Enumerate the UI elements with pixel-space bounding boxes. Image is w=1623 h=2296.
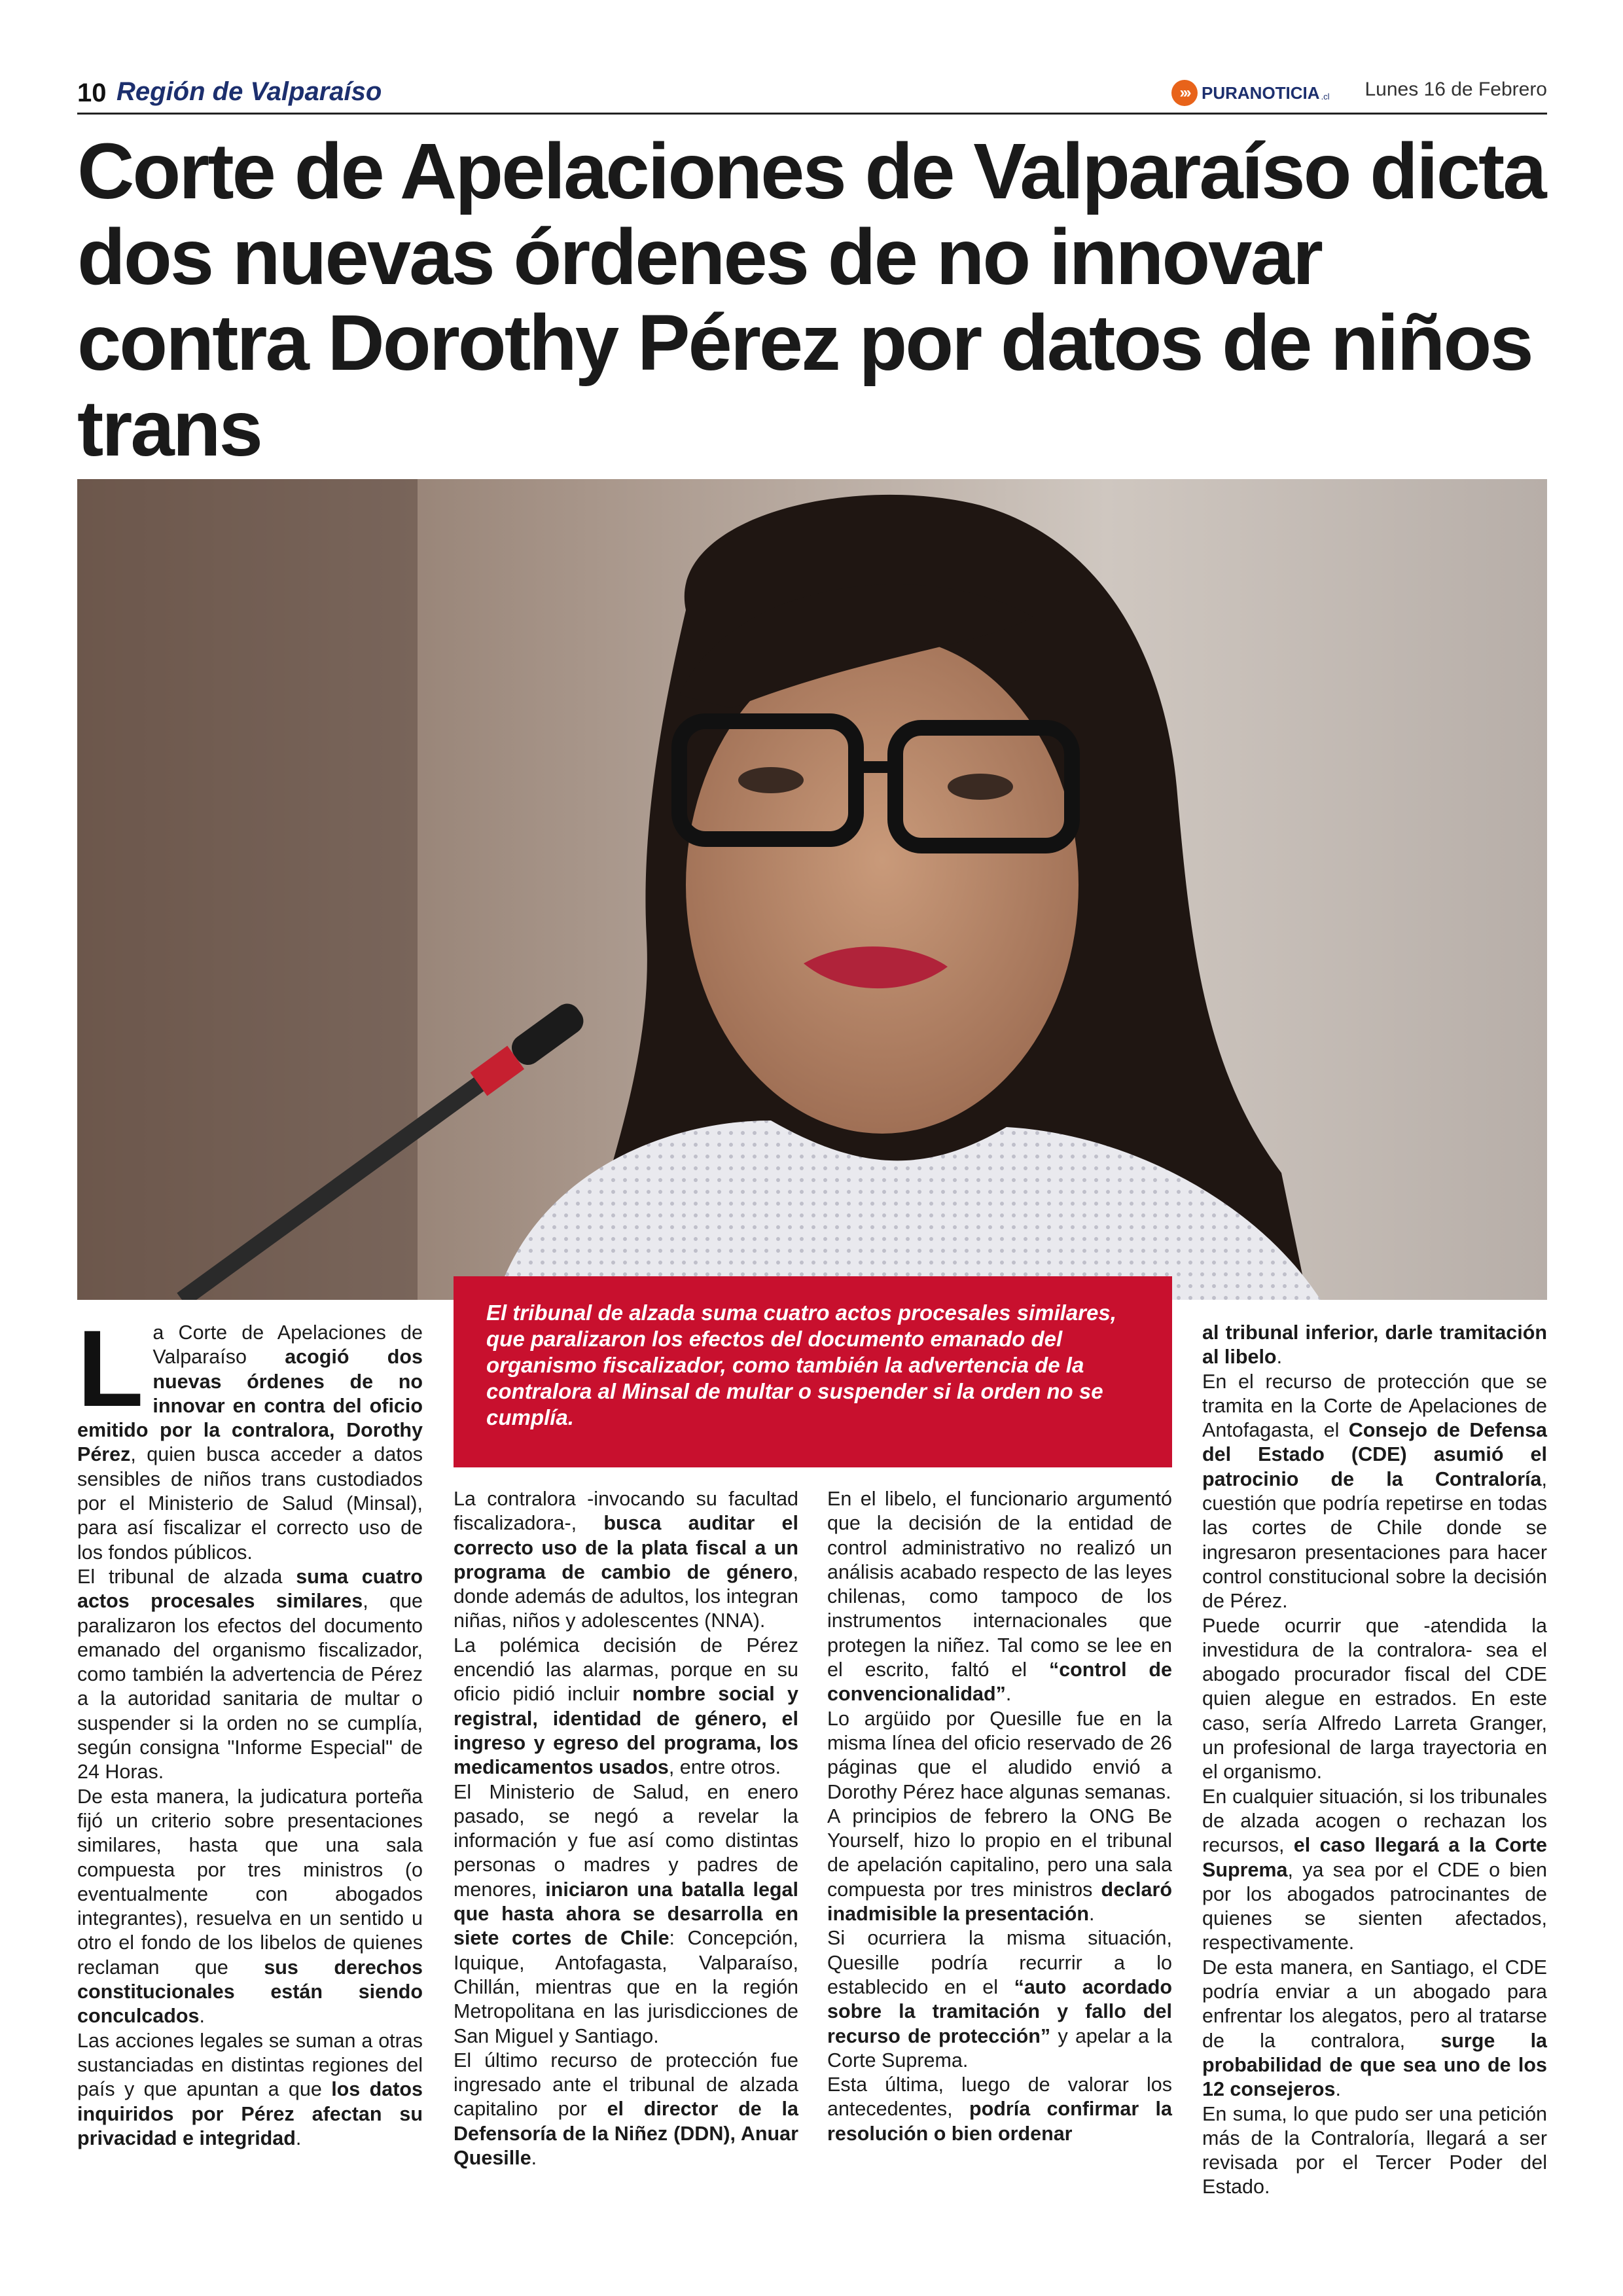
paragraph: De esta manera, en Santiago, el CDE podría enviar a un abogado para enfrentar los alegatos, pero al tratarse de la contralora, surge la probabilidad de que sea uno de los 12 consejeros. [1202,1956,1548,2101]
paragraph: Las acciones legales se suman a otras sustanciadas en distintas regiones del país y que apuntan a que los datos inquiridos por Pérez afectan su privacidad e integridad. [77,2029,423,2149]
brand-tld: .cl [1321,91,1330,101]
paragraph: En cualquier situación, si los tribunales de alzada acogen o rechazan los recursos, el caso llegará a la Corte Suprema, ya sea por el CDE o bien por los abogados patrocinantes de quienes se sienten afectados, respectivamente. [1202,1785,1547,1954]
paragraph: El último recurso de protección fue ingresado ante el tribunal de alzada capitalino por el director de la Defensoría de la Niñez (DDN), Anuar Quesille. [454,2049,798,2170]
article-column-2 [454,1487,798,2170]
paragraph: Lo argüido por Quesille fue en la misma línea del oficio reservado de 26 páginas que el aludido envió a Dorothy Pérez hace algunas semanas. [827,1707,1172,1803]
paragraph: En el libelo, el funcionario argumentó que la decisión de la entidad de control administrativo no realizó un análisis acabado respecto de las leyes chilenas, como tampoco de los instrumentos internacionales que protegen la niñez. Tal como se lee en el escrito, faltó el “control de convencionalidad”. [827,1488,1173,1706]
article-column-1 [77,1308,423,2151]
section-title: Región de Valparaíso [116,77,382,106]
brand-logo [1171,79,1330,107]
paragraph: al tribunal inferior, darle tramitación al libelo. [1202,1321,1547,1369]
paragraph: El tribunal de alzada suma cuatro actos procesales similares, que paralizaron los efectos del documento emanado del organismo fiscalizador, como también la advertencia de Pérez a la autoridad sanitaria de multar o suspender si la orden no se cumplía, según consigna "Informe Especial" de 24 Horas. [77,1565,423,1784]
article-headline: Corte de Apelaciones de Valparaíso dicta dos nuevas órdenes de no innovar contra Dorothy Pérez por datos de niños trans [77,126,1545,473]
issue-date: Lunes 16 de Febrero [1364,79,1547,100]
pull-quote-text: El tribunal de alzada suma cuatro actos procesales similares, que paralizaron los efectos del documento emanado del organismo fiscalizador, como también la advertencia de la contralora al Minsal de multar o suspender si la orden no se cumplía. [486,1300,1116,1429]
chevrons-right-icon: ››› [1171,80,1198,106]
pull-quote [454,1276,1172,1467]
paragraph: La polémica decisión de Pérez encendió las alarmas, porque en su oficio pidió incluir nombre social y registral, identidad de género, el ingreso y egreso del programa, los medicamentos usados, entre otros. [454,1634,798,1779]
paragraph: El Ministerio de Salud, en enero pasado, se negó a revelar la información y fue así como distintas personas o madres y padres de menores, iniciaron una batalla legal que hasta ahora se desarrolla en siete cortes de Chile: Concepción, Iquique, Antofagasta, Valparaíso, Chillán, mientras que en la región Metropolitana en las jurisdicciones de San Miguel y Santiago. [454,1780,798,2047]
article-column-4 [1202,1321,1547,2200]
article-column-3 [827,1487,1172,2146]
paragraph: En suma, lo que pudo ser una petición más de la Contraloría, llegará a ser revisada por el Tercer Poder del Estado. [1202,2102,1547,2198]
paragraph: Puede ocurrir que -atendida la investidura de la contralora- sea el abogado procurador fiscal del CDE quien alegue en estrados. En este caso, sería Alfredo Larreta Granger, un profesional de larga trayectoria en el organismo. [1202,1614,1547,1784]
page-number: 10 [77,79,107,107]
paragraph: En el recurso de protección que se tramita en la Corte de Apelaciones de Antofagasta, el Consejo de Defensa del Estado (CDE) asumió el patrocinio de la Contraloría, cuestión que podría repetirse en todas las cortes de Chile donde se ingresaron presentaciones para hacer control constitucional sobre la decisión de Pérez. [1202,1370,1547,1613]
drop-cap: L [77,1308,144,1429]
article-photo [77,479,1547,1300]
portrait-illustration [77,479,1547,1300]
paragraph: La contralora -invocando su facultad fiscalizadora-, busca auditar el correcto uso de la plata fiscal a un programa de cambio de género, donde además de adultos, los integran niñas, niños y adolescentes (NNA). [454,1488,798,1632]
paragraph: Si ocurriera la misma situación, Quesille podría recurrir a lo establecido en el “auto acordado sobre la tramitación y fallo del recurso de protección” y apelar a la Corte Suprema. [827,1927,1173,2072]
header-divider [77,113,1547,115]
page-header [77,73,1547,115]
paragraph: La Corte de Apelaciones de Valparaíso acogió dos nuevas órdenes de no innovar en contra del oficio emitido por la contralora, Dorothy Pérez, quien busca acceder a datos sensibles de niños trans custodiados por el Ministerio de Salud (Minsal), para así fiscalizar el correcto uso de los fondos públicos. [77,1308,423,1564]
paragraph: A principios de febrero la ONG Be Yourself, hizo lo propio en el tribunal de apelación capitalino, pero una sala compuesta por tres ministros declaró inadmisible la presentación. [827,1804,1172,1926]
brand-name: PURANOTICIA [1202,82,1320,103]
paragraph: Esta última, luego de valorar los antecedentes, podría confirmar la resolución o bien ordenar [827,2073,1172,2145]
paragraph: De esta manera, la judicatura porteña fijó un criterio sobre presentaciones similares, hasta que una sala compuesta por tres ministros (o eventualmente con abogados integrantes), resuelva en un sentido u otro el fondo de los libelos de quienes reclaman que sus derechos constitucionales están siendo conculcados. [77,1785,423,2028]
